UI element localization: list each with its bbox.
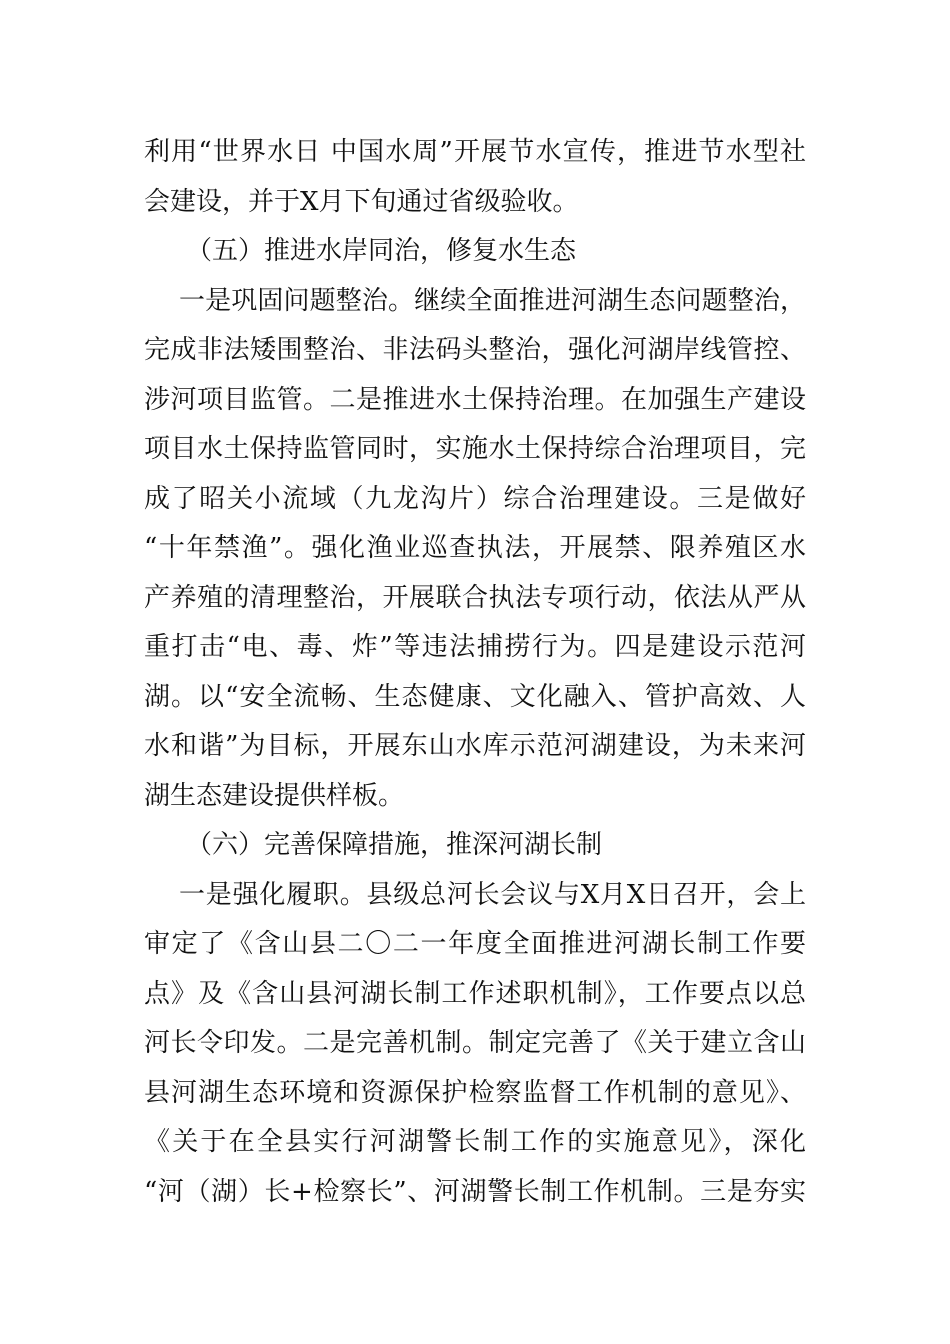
text-line: “十年禁渔”。强化渔业巡查执法，开展禁、限养殖区水 [144, 533, 806, 563]
text-line: 《关于在全县实行河湖警长制工作的实施意见》，深化 [144, 1127, 806, 1157]
text-line: 水和谐”为目标，开展东山水库示范河湖建设，为未来河 [144, 731, 806, 761]
text-line: 重打击“电、毒、炸”等违法捕捞行为。四是建设示范河 [144, 632, 806, 662]
text-line: 湖。以“安全流畅、生态健康、文化融入、管护高效、人 [144, 681, 806, 712]
text-line: 一是强化履职。县级总河长会议与X月X日召开，会上 [179, 879, 806, 910]
section-heading: （六）完善保障措施，推深河湖长制 [186, 830, 603, 860]
text-line: 会建设，并于X月下旬通过省级验收。 [144, 186, 579, 217]
text-line: 县河湖生态环境和资源保护检察监督工作机制的意见》、 [144, 1077, 806, 1108]
section-heading: （五）推进水岸同治，修复水生态 [186, 236, 577, 266]
text-line: 审定了《含山县二〇二一年度全面推进河湖长制工作要 [144, 929, 806, 959]
text-line: 成了昭关小流域（九龙沟片）综合治理建设。三是做好 [144, 483, 806, 514]
text-line: 一是巩固问题整治。继续全面推进河湖生态问题整治， [179, 285, 806, 316]
text-line: 河长令印发。二是完善机制。制定完善了《关于建立含山 [144, 1028, 806, 1058]
text-line: “河（湖）长+检察长”、河湖警长制工作机制。三是夯实 [144, 1176, 806, 1207]
text-line: 涉河项目监管。二是推进水土保持治理。在加强生产建设 [144, 384, 806, 415]
text-line: 产养殖的清理整治，开展联合执法专项行动，依法从严从 [144, 582, 806, 613]
text-line: 项目水土保持监管同时，实施水土保持综合治理项目，完 [144, 434, 806, 464]
text-line: 湖生态建设提供样板。 [144, 780, 405, 811]
text-line: 完成非法矮围整治、非法码头整治，强化河湖岸线管控、 [144, 335, 806, 365]
text-line: 利用“世界水日 中国水周”开展节水宣传，推进节水型社 [144, 137, 806, 167]
text-line: 点》及《含山县河湖长制工作述职机制》，工作要点以总 [144, 978, 806, 1009]
document-body [144, 128, 806, 1217]
